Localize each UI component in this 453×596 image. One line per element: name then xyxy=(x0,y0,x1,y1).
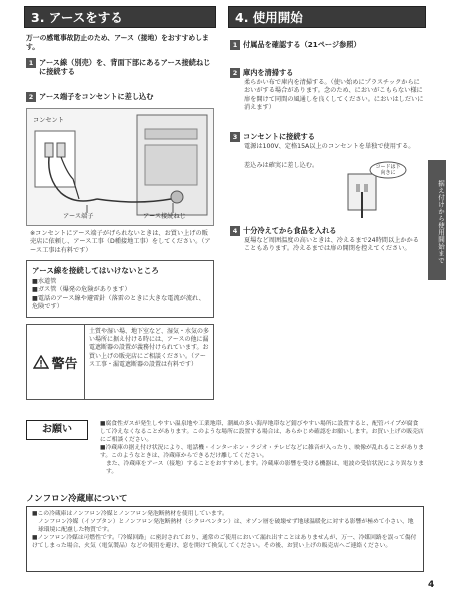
step-number: 1 xyxy=(230,40,240,50)
no-connect-box xyxy=(26,260,214,318)
start-step-2 xyxy=(230,68,424,78)
no-connect-item: ■電話のアース線や避雷針（落雷のときに大きな電流が流れ、危険です） xyxy=(32,294,205,311)
step-number: 2 xyxy=(230,68,240,78)
step-number: 1 xyxy=(26,58,36,68)
warning-box xyxy=(26,324,214,400)
step-text: アース線（別売）を、背面下部にあるアース接続ねじに接続する xyxy=(39,58,211,76)
warning-label: 警告 xyxy=(51,356,78,372)
ground-intro: 万一の感電事故防止のため、アース（接地）をおすすめします。 xyxy=(26,34,209,51)
start-step-3 xyxy=(230,132,424,142)
start-step-2-text: 柔らかい布で庫内を清掃する。（使い始めにプラスチックからにおいがする場合があります。念のため、においがこもらない様に扉を開けて同間の風通しを良くしてください。においはしだいに消えます） xyxy=(244,79,424,112)
no-connect-item: ■ガス管（爆発の危険があります） xyxy=(32,286,131,294)
ground-diagram xyxy=(27,109,213,225)
step-number: 2 xyxy=(26,92,36,102)
nonfreon-item: ノンフロン冷媒（イソブタン）とノンフロン発泡断熱材（シクロペンタン）は、オゾン層を破壊せず地球温暖化に対する影響が極めて小さい、地球環境に配慮した物質です。 xyxy=(38,519,414,533)
nonfreon-box xyxy=(26,506,424,572)
plug-callout: コードは下向きに xyxy=(375,164,401,176)
warning-text: 土質や湿い場、地下室など、湿気・水気の多い場所に据え付ける時には、アースの他に漏電遮断器の設置が義務付けられています。お買い上げの販売店にご相談ください。（アース工事・漏電遮断器の設置は有料です） xyxy=(89,328,210,368)
start-step-3-text2: 差込みは確実に差し込む。 xyxy=(244,162,319,169)
step-number: 3 xyxy=(230,132,240,142)
start-step-1 xyxy=(230,40,424,50)
no-connect-item: ■水道管 xyxy=(32,278,57,285)
nonfreon-item: ■この冷蔵庫はノンフロン冷媒とノンフロン発泡断熱材を使用しています。 xyxy=(32,511,228,517)
side-tab: 据え付けから使用開始まで xyxy=(428,160,446,280)
start-step-4-text: 夏場など周囲温度の高いときは、冷えるまで24時間以上かかることもあります。冷えるまでは扉の開閉を控えてください。 xyxy=(244,237,419,253)
nonfreon-item: ■ノンフロン冷媒は可燃性です。「冷媒回路」に密封されており、通常のご使用において漏れ出すことはありませんが、万一、冷媒回路を誤って傷付けてしまった場合、火気（電気製品）などの使用を避け、窓を開けて換気してください。その後、お買い上げの販売店へご連絡ください。 xyxy=(32,535,417,549)
step-text: 付属品を確認する（21ページ参照） xyxy=(243,40,361,49)
onegai-item: ■冷蔵庫の据え付け状況により、電話機・インターホン・ラジオ・テレビなどに雑音が入ったり、映像が乱れることがあります。このようなときは、冷蔵庫からできるだけ離してください。 xyxy=(100,445,424,459)
warning-label-area xyxy=(27,325,85,399)
step-title: コンセントに接続する xyxy=(243,132,315,141)
label-outlet: コンセント xyxy=(33,117,64,124)
section-title-ground: 3. アースをする xyxy=(24,6,216,28)
onegai-item: また、冷蔵庫をアース（接地）することをおすすめします。冷蔵庫の影響を受ける機器は、電波の受信状況により異なります。 xyxy=(106,461,424,475)
ground-note: ※コンセントにアース端子がげられないときは、お買い上げの販売店に依頼し、アース工事（D種接地工事）をしてください。（アース工事は有料です） xyxy=(30,230,211,254)
step-number: 4 xyxy=(230,226,240,236)
section-title-start: 4. 使用開始 xyxy=(228,6,426,28)
start-step-3-text: 電源は100V、定格15A以上のコンセントを単独で使用する。 xyxy=(244,143,415,150)
plug-illustration xyxy=(318,160,408,220)
onegai-label: お願い xyxy=(26,420,88,440)
step-title: 庫内を清掃する xyxy=(243,68,294,77)
step-title: 十分冷えてから食品を入れる xyxy=(243,226,337,235)
ground-step-1 xyxy=(26,58,214,76)
label-ground-terminal: アース端子 xyxy=(63,213,94,220)
ground-step-2 xyxy=(26,92,214,102)
nonfreon-title: ノンフロン冷蔵庫について xyxy=(26,492,424,507)
onegai-text xyxy=(100,420,424,476)
label-ground-screw: アース接続ねじ xyxy=(143,213,186,220)
onegai-item: ■腐食性ガスが発生しやすい温泉地や工業地帯、潮風の多い海岸地帯など錆びやすい場所に設置すると、配管パイプが腐食して冷えなくなることがあります。このような場所に設置する場合は、あらかじめ確認をお願いします。お買い上げの販売店にご相談ください。 xyxy=(100,421,424,443)
start-step-4 xyxy=(230,226,424,236)
warning-triangle-icon xyxy=(33,355,49,369)
ground-illustration xyxy=(26,108,214,226)
step-text: アース端子をコンセントに差し込む xyxy=(39,92,154,101)
page-number: 4 xyxy=(428,580,435,590)
no-connect-title: アース線を接続してはいけないところ xyxy=(32,266,159,275)
